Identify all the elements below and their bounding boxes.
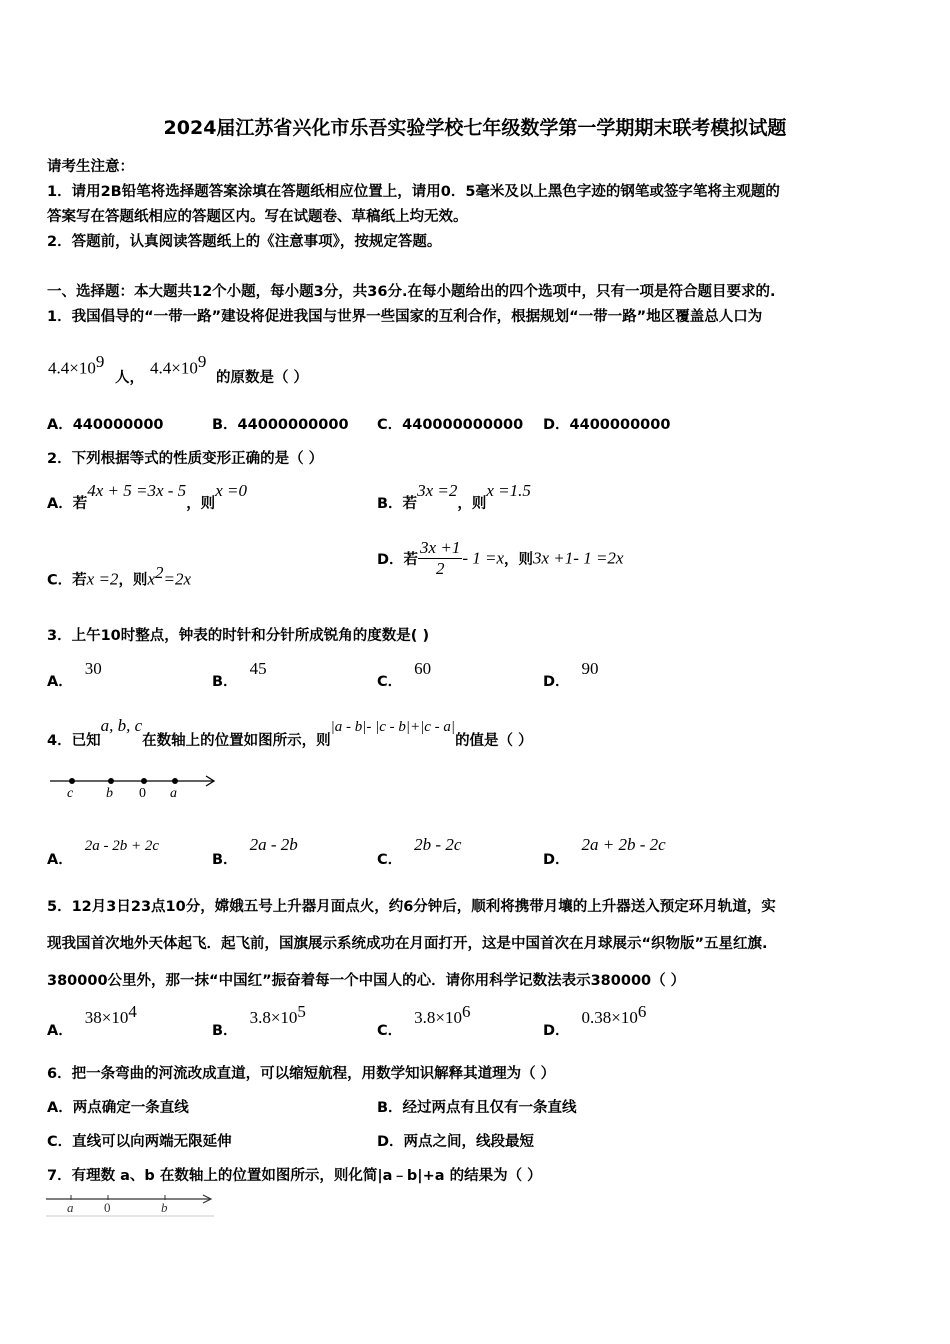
q3-option-a[interactable]: A．30 bbox=[47, 659, 102, 690]
q4-point-b bbox=[108, 778, 114, 784]
q4-label-a: a bbox=[170, 786, 177, 800]
notice-line-1a: 1．请用2B铅笔将选择题答案涂填在答题纸相应位置上，请用0．5毫米及以上黑色字迹的钢笔或签字笔将主观题的 bbox=[47, 184, 780, 200]
q4-point-c bbox=[69, 778, 75, 784]
q7-label-0: 0 bbox=[104, 1200, 111, 1215]
q4-option-d[interactable]: D．2a + 2b - 2c bbox=[543, 835, 666, 868]
q2-option-b[interactable]: B．若3x =2，则x =1.5 bbox=[377, 481, 531, 512]
q4-label-0: 0 bbox=[139, 786, 146, 800]
q5-line-1: 5．12月3日23点10分，嫦娥五号上升器月面点火，约6分钟后，顺利将携带月壤的上升器送入预定环月轨道，实 bbox=[47, 899, 776, 915]
q5-option-c[interactable]: C．$3.8\times 10^6$ bbox=[377, 1002, 471, 1040]
q7-number-line bbox=[44, 1192, 219, 1220]
q2-option-c[interactable]: C．若x =2，则$x^2=2x$ bbox=[47, 563, 192, 589]
q5-line-3: 380000公里外，那一抹“中国红”振奋着每一个中国人的心．请你用科学记数法表示380000（ ） bbox=[47, 973, 686, 989]
q4-stem: 4．已知a, b, c在数轴上的位置如图所示，则|a - b|- |c - b|+|c - a|的值是（ ） bbox=[47, 716, 533, 749]
page-title: 2024届江苏省兴化市乐吾实验学校七年级数学第一学期期末联考模拟试题 bbox=[163, 117, 787, 139]
q3-stem: 3．上午10时整点，钟表的时针和分针所成锐角的度数是( ) bbox=[47, 628, 430, 644]
section-heading: 一、选择题：本大题共12个小题，每小题3分，共36分.在每小题给出的四个选项中，只有一项是符合题目要求的. bbox=[47, 284, 776, 300]
q5-option-d[interactable]: D．$0.38\times 10^6$ bbox=[543, 1002, 647, 1040]
q4-option-a[interactable]: A．2a - 2b + 2c bbox=[47, 838, 160, 868]
q6-option-b[interactable]: B．经过两点有且仅有一条直线 bbox=[377, 1100, 577, 1116]
q1-expression-2: $4.4\times 10^9$ bbox=[150, 352, 207, 378]
q2-option-d[interactable]: D．若 $\frac{3x +1}{2}$ - 1 =x，则3x +1- 1 =2x bbox=[377, 538, 624, 578]
q3-option-d[interactable]: D．90 bbox=[543, 659, 599, 690]
q2-stem: 2．下列根据等式的性质变形正确的是（ ） bbox=[47, 451, 324, 467]
q4-number-line bbox=[45, 768, 220, 800]
q4-label-b: b bbox=[106, 786, 113, 800]
q2-option-a[interactable]: A．若4x + 5 =3x - 5，则x =0 bbox=[47, 481, 247, 512]
q1-stem: 1．我国倡导的“一带一路”建设将促进我国与世界一些国家的互利合作，根据规划“一带一路”地区覆盖总人口为 bbox=[47, 309, 763, 325]
q1-option-d[interactable]: D．4400000000 bbox=[543, 417, 671, 433]
q7-stem: 7．有理数 a、b 在数轴上的位置如图所示，则化简|a﹣b|+a 的结果为（ ） bbox=[47, 1168, 542, 1184]
q1-expression-1: $4.4\times 10^9$ bbox=[48, 352, 105, 378]
q4-point-0 bbox=[141, 778, 147, 784]
q1-option-b[interactable]: B．44000000000 bbox=[212, 417, 349, 433]
q7-label-a: a bbox=[67, 1200, 74, 1215]
q7-label-b: b bbox=[161, 1200, 168, 1215]
q4-point-a bbox=[172, 778, 178, 784]
notice-line-2: 2．答题前，认真阅读答题纸上的《注意事项》，按规定答题。 bbox=[47, 234, 442, 250]
q4-label-c: c bbox=[67, 786, 74, 800]
q4-option-c[interactable]: C．2b - 2c bbox=[377, 835, 462, 868]
q3-option-c[interactable]: C．60 bbox=[377, 659, 432, 690]
q3-option-b[interactable]: B．45 bbox=[212, 659, 267, 690]
q6-option-c[interactable]: C．直线可以向两端无限延伸 bbox=[47, 1134, 232, 1150]
notice-heading: 请考生注意： bbox=[47, 159, 134, 175]
q2-d-fraction: $\frac{3x +1}{2}$ bbox=[420, 538, 461, 578]
q5-option-b[interactable]: B．$3.8\times 10^5$ bbox=[212, 1002, 306, 1040]
q1-people-text: 人， bbox=[115, 370, 144, 386]
notice-line-1b: 答案写在答题纸相应的答题区内。写在试题卷、草稿纸上均无效。 bbox=[47, 209, 468, 225]
q1-option-a[interactable]: A．440000000 bbox=[47, 417, 164, 433]
q6-stem: 6．把一条弯曲的河流改成直道，可以缩短航程，用数学知识解释其道理为（ ） bbox=[47, 1066, 556, 1082]
q6-option-a[interactable]: A．两点确定一条直线 bbox=[47, 1100, 189, 1116]
q1-option-c[interactable]: C．440000000000 bbox=[377, 417, 524, 433]
q1-origin-text: 的原数是（ ） bbox=[216, 370, 309, 386]
q5-option-a[interactable]: A．$38\times 10^4$ bbox=[47, 1002, 137, 1040]
q6-option-d[interactable]: D．两点之间，线段最短 bbox=[377, 1134, 535, 1150]
q4-option-b[interactable]: B．2a - 2b bbox=[212, 835, 298, 868]
q5-line-2: 现我国首次地外天体起飞．起飞前，国旗展示系统成功在月面打开，这是中国首次在月球展示“织物版”五星红旗. bbox=[47, 936, 768, 952]
